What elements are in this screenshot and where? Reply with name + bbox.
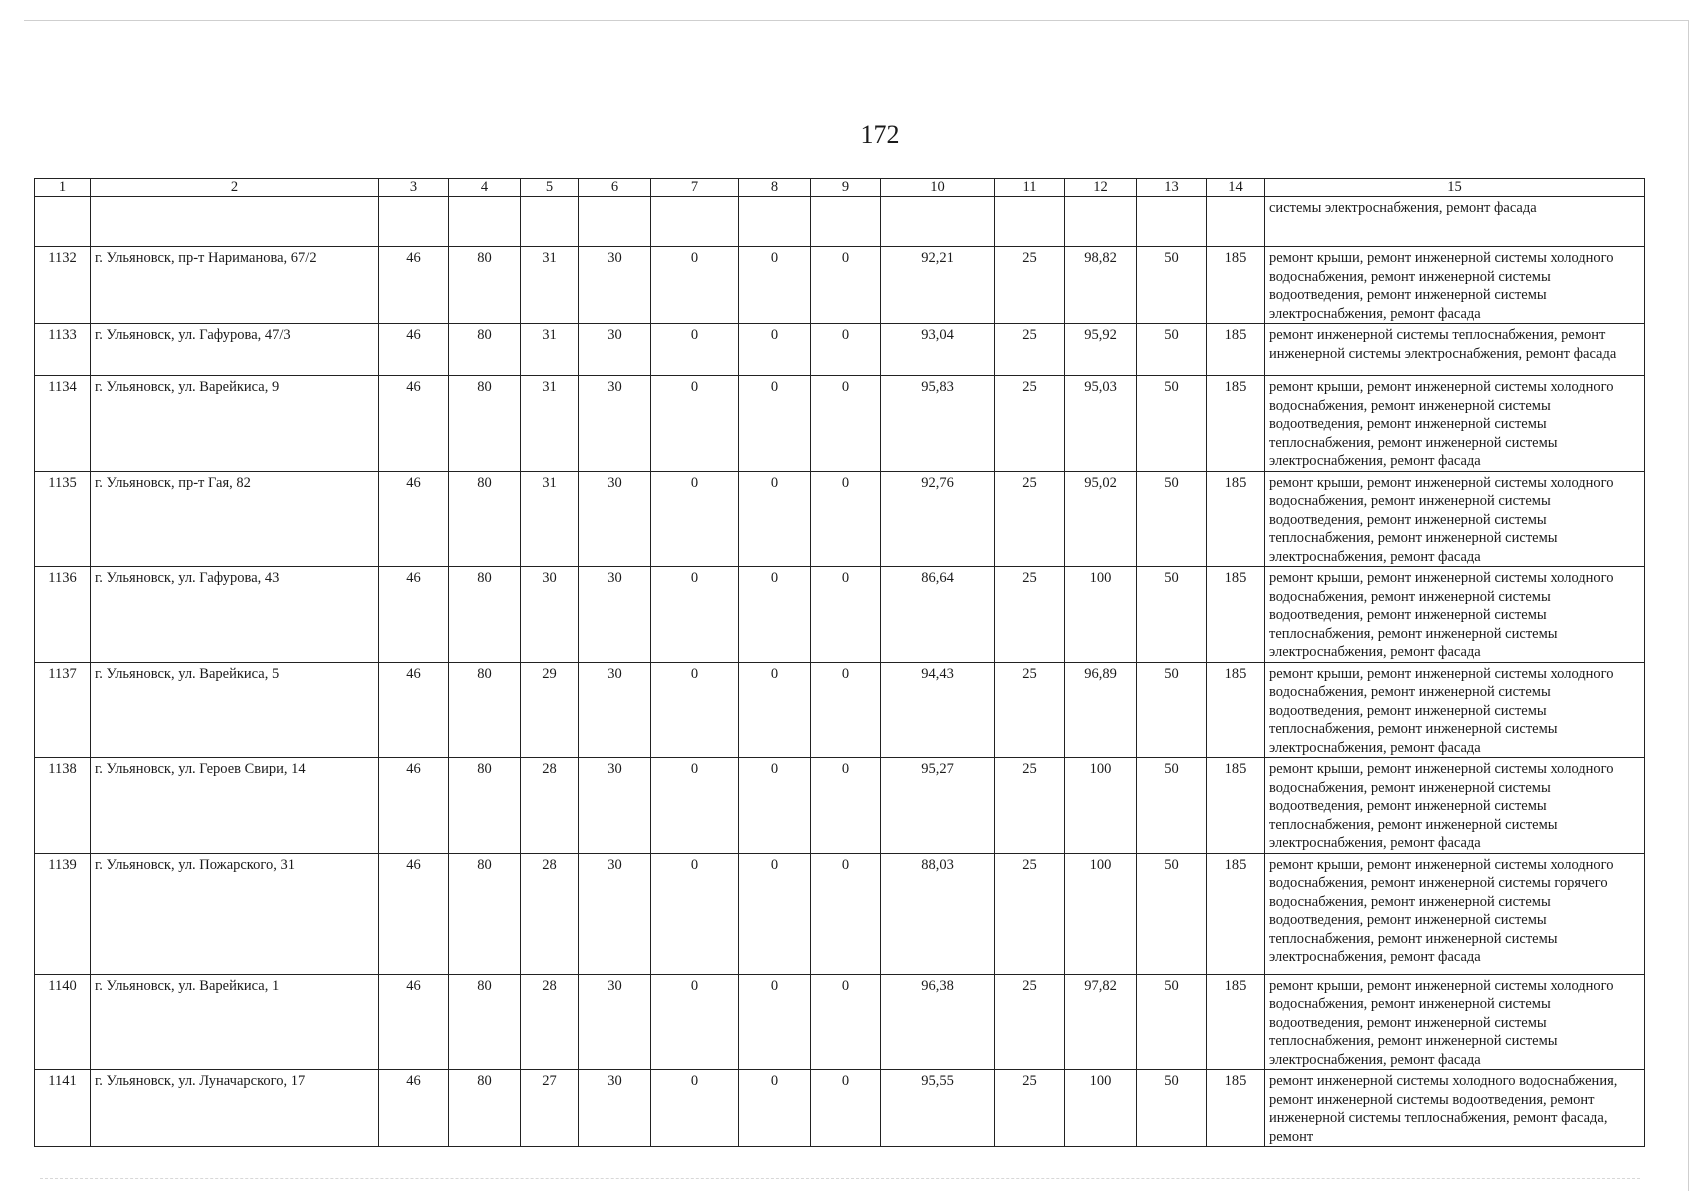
row-number-cell: 1133 <box>35 324 91 376</box>
works-cell: ремонт инженерной системы холодного водоснабжения, ремонт инженерной системы водоотведения, ремонт инженерной системы теплоснабжения, ремонт фасада, ремонт <box>1265 1070 1645 1147</box>
address-cell: г. Ульяновск, пр-т Гая, 82 <box>91 471 379 567</box>
value-cell-7: 0 <box>651 247 739 324</box>
value-cell-12: 98,82 <box>1065 247 1137 324</box>
column-header-14: 14 <box>1207 179 1265 197</box>
column-header-2: 2 <box>91 179 379 197</box>
value-cell-14: 185 <box>1207 471 1265 567</box>
value-cell-8: 0 <box>739 324 811 376</box>
value-cell-5: 29 <box>521 662 579 758</box>
table-row <box>35 758 1645 854</box>
value-cell-8: 0 <box>739 853 811 974</box>
row-number-cell: 1138 <box>35 758 91 854</box>
value-cell-13: 50 <box>1137 662 1207 758</box>
value-cell-12: 100 <box>1065 1070 1137 1147</box>
row-number-cell: 1139 <box>35 853 91 974</box>
value-cell-6: 30 <box>579 376 651 472</box>
value-cell-8: 0 <box>739 974 811 1070</box>
value-cell-9: 0 <box>811 758 881 854</box>
table-row <box>35 471 1645 567</box>
value-cell-4: 80 <box>449 758 521 854</box>
value-cell-8: 0 <box>739 758 811 854</box>
column-header-3: 3 <box>379 179 449 197</box>
value-cell-4: 80 <box>449 247 521 324</box>
value-cell-4: 80 <box>449 974 521 1070</box>
address-cell: г. Ульяновск, ул. Варейкиса, 5 <box>91 662 379 758</box>
row-number-cell: 1140 <box>35 974 91 1070</box>
value-cell-12: 95,02 <box>1065 471 1137 567</box>
row-number-cell: 1134 <box>35 376 91 472</box>
value-cell-10: 95,55 <box>881 1070 995 1147</box>
column-header-11: 11 <box>995 179 1065 197</box>
value-cell-13: 50 <box>1137 974 1207 1070</box>
works-cell: ремонт крыши, ремонт инженерной системы холодного водоснабжения, ремонт инженерной системы водоотведения, ремонт инженерной системы теплоснабжения, ремонт инженерной системы электроснабжения, ремонт фасада <box>1265 662 1645 758</box>
address-cell: г. Ульяновск, ул. Пожарского, 31 <box>91 853 379 974</box>
value-cell-9: 0 <box>811 567 881 663</box>
value-cell-6: 30 <box>579 471 651 567</box>
row-number-cell: 1135 <box>35 471 91 567</box>
value-cell-9: 0 <box>811 324 881 376</box>
value-cell-12: 96,89 <box>1065 662 1137 758</box>
value-cell-5: 31 <box>521 376 579 472</box>
value-cell-10: 92,76 <box>881 471 995 567</box>
value-cell-11: 25 <box>995 758 1065 854</box>
works-cell: ремонт крыши, ремонт инженерной системы холодного водоснабжения, ремонт инженерной системы водоотведения, ремонт инженерной системы электроснабжения, ремонт фасада <box>1265 247 1645 324</box>
value-cell-4: 80 <box>449 324 521 376</box>
column-header-1: 1 <box>35 179 91 197</box>
value-cell-11: 25 <box>995 324 1065 376</box>
value-cell-6: 30 <box>579 662 651 758</box>
value-cell-7: 0 <box>651 853 739 974</box>
value-cell-4: 80 <box>449 376 521 472</box>
column-header-4: 4 <box>449 179 521 197</box>
works-cell: ремонт крыши, ремонт инженерной системы холодного водоснабжения, ремонт инженерной системы водоотведения, ремонт инженерной системы теплоснабжения, ремонт инженерной системы электроснабжения, ремонт фасада <box>1265 376 1645 472</box>
row-number-cell: 1136 <box>35 567 91 663</box>
works-cell: ремонт крыши, ремонт инженерной системы холодного водоснабжения, ремонт инженерной системы водоотведения, ремонт инженерной системы теплоснабжения, ремонт инженерной системы электроснабжения, ремонт фасада <box>1265 567 1645 663</box>
table-row <box>35 324 1645 376</box>
row-number-cell: 1132 <box>35 247 91 324</box>
table-row <box>35 1070 1645 1147</box>
value-cell-10: 88,03 <box>881 853 995 974</box>
value-cell-12: 100 <box>1065 853 1137 974</box>
value-cell-9: 0 <box>811 376 881 472</box>
address-cell: г. Ульяновск, ул. Луначарского, 17 <box>91 1070 379 1147</box>
value-cell-14: 185 <box>1207 247 1265 324</box>
header-row <box>35 179 1645 197</box>
value-cell-14: 185 <box>1207 662 1265 758</box>
value-cell-3: 46 <box>379 1070 449 1147</box>
value-cell-5: 31 <box>521 471 579 567</box>
value-cell-11: 25 <box>995 376 1065 472</box>
value-cell-6: 30 <box>579 974 651 1070</box>
value-cell-9: 0 <box>811 471 881 567</box>
table-row <box>35 853 1645 974</box>
scan-edge-line <box>40 1178 1640 1179</box>
works-cell: ремонт инженерной системы теплоснабжения, ремонт инженерной системы электроснабжения, ремонт фасада <box>1265 324 1645 376</box>
value-cell-4: 80 <box>449 662 521 758</box>
value-cell-13: 50 <box>1137 324 1207 376</box>
value-cell-14: 185 <box>1207 853 1265 974</box>
value-cell-13: 50 <box>1137 376 1207 472</box>
value-cell-12: 100 <box>1065 567 1137 663</box>
table-row <box>35 567 1645 663</box>
value-cell-11: 25 <box>995 662 1065 758</box>
value-cell-8: 0 <box>739 471 811 567</box>
row-number-cell: 1141 <box>35 1070 91 1147</box>
value-cell-13: 50 <box>1137 853 1207 974</box>
value-cell-8: 0 <box>739 1070 811 1147</box>
value-cell-14: 185 <box>1207 758 1265 854</box>
value-cell-3: 46 <box>379 662 449 758</box>
value-cell-11: 25 <box>995 247 1065 324</box>
value-cell-5: 31 <box>521 324 579 376</box>
works-cell: ремонт крыши, ремонт инженерной системы холодного водоснабжения, ремонт инженерной системы водоотведения, ремонт инженерной системы теплоснабжения, ремонт инженерной системы электроснабжения, ремонт фасада <box>1265 758 1645 854</box>
value-cell-4: 80 <box>449 567 521 663</box>
value-cell-7: 0 <box>651 471 739 567</box>
value-cell-5: 28 <box>521 758 579 854</box>
value-cell-6: 30 <box>579 758 651 854</box>
value-cell-8: 0 <box>739 662 811 758</box>
value-cell-3: 46 <box>379 247 449 324</box>
value-cell-7: 0 <box>651 376 739 472</box>
column-header-10: 10 <box>881 179 995 197</box>
value-cell-9: 0 <box>811 974 881 1070</box>
value-cell-9: 0 <box>811 662 881 758</box>
table-row <box>35 376 1645 472</box>
value-cell-7: 0 <box>651 662 739 758</box>
value-cell-14: 185 <box>1207 1070 1265 1147</box>
address-cell: г. Ульяновск, ул. Гафурова, 43 <box>91 567 379 663</box>
value-cell-7: 0 <box>651 324 739 376</box>
value-cell-14: 185 <box>1207 974 1265 1070</box>
value-cell-12: 95,03 <box>1065 376 1137 472</box>
value-cell-14: 185 <box>1207 567 1265 663</box>
value-cell-14: 185 <box>1207 376 1265 472</box>
page-number: 172 <box>860 120 900 149</box>
address-cell: г. Ульяновск, пр-т Нариманова, 67/2 <box>91 247 379 324</box>
address-cell: г. Ульяновск, ул. Варейкиса, 1 <box>91 974 379 1070</box>
column-header-15: 15 <box>1265 179 1645 197</box>
value-cell-9: 0 <box>811 1070 881 1147</box>
row-number-cell: 1137 <box>35 662 91 758</box>
value-cell-4: 80 <box>449 471 521 567</box>
value-cell-6: 30 <box>579 567 651 663</box>
value-cell-9: 0 <box>811 247 881 324</box>
value-cell-8: 0 <box>739 567 811 663</box>
value-cell-10: 96,38 <box>881 974 995 1070</box>
value-cell-5: 28 <box>521 974 579 1070</box>
value-cell-11: 25 <box>995 567 1065 663</box>
value-cell-3: 46 <box>379 567 449 663</box>
value-cell-10: 95,27 <box>881 758 995 854</box>
value-cell-12: 95,92 <box>1065 324 1137 376</box>
value-cell-13: 50 <box>1137 567 1207 663</box>
value-cell-5: 31 <box>521 247 579 324</box>
table-row <box>35 662 1645 758</box>
value-cell-3: 46 <box>379 471 449 567</box>
value-cell-7: 0 <box>651 1070 739 1147</box>
value-cell-10: 92,21 <box>881 247 995 324</box>
value-cell-13: 50 <box>1137 471 1207 567</box>
value-cell-3: 46 <box>379 853 449 974</box>
table-row <box>35 974 1645 1070</box>
value-cell-3: 46 <box>379 376 449 472</box>
value-cell-11: 25 <box>995 471 1065 567</box>
value-cell-11: 25 <box>995 853 1065 974</box>
value-cell-3: 46 <box>379 758 449 854</box>
column-header-8: 8 <box>739 179 811 197</box>
value-cell-10: 94,43 <box>881 662 995 758</box>
value-cell-7: 0 <box>651 567 739 663</box>
works-cell: системы электроснабжения, ремонт фасада <box>1265 197 1645 247</box>
value-cell-3: 46 <box>379 324 449 376</box>
value-cell-6: 30 <box>579 247 651 324</box>
value-cell-10: 95,83 <box>881 376 995 472</box>
housing-registry-table <box>34 178 1645 1147</box>
value-cell-13: 50 <box>1137 1070 1207 1147</box>
continuation-row <box>35 197 1645 247</box>
value-cell-8: 0 <box>739 376 811 472</box>
value-cell-4: 80 <box>449 1070 521 1147</box>
value-cell-9: 0 <box>811 853 881 974</box>
column-header-9: 9 <box>811 179 881 197</box>
value-cell-11: 25 <box>995 974 1065 1070</box>
column-header-12: 12 <box>1065 179 1137 197</box>
address-cell: г. Ульяновск, ул. Героев Свири, 14 <box>91 758 379 854</box>
column-header-5: 5 <box>521 179 579 197</box>
value-cell-12: 100 <box>1065 758 1137 854</box>
value-cell-11: 25 <box>995 1070 1065 1147</box>
works-cell: ремонт крыши, ремонт инженерной системы холодного водоснабжения, ремонт инженерной системы горячего водоснабжения, ремонт инженерной системы водоотведения, ремонт инженерной системы теплоснабжения, ремонт инженерной системы электроснабжения, ремонт фасада <box>1265 853 1645 974</box>
value-cell-13: 50 <box>1137 758 1207 854</box>
value-cell-6: 30 <box>579 853 651 974</box>
table-body <box>35 197 1645 1147</box>
column-header-13: 13 <box>1137 179 1207 197</box>
value-cell-10: 93,04 <box>881 324 995 376</box>
works-cell: ремонт крыши, ремонт инженерной системы холодного водоснабжения, ремонт инженерной системы водоотведения, ремонт инженерной системы теплоснабжения, ремонт инженерной системы электроснабжения, ремонт фасада <box>1265 471 1645 567</box>
value-cell-7: 0 <box>651 974 739 1070</box>
value-cell-3: 46 <box>379 974 449 1070</box>
value-cell-12: 97,82 <box>1065 974 1137 1070</box>
value-cell-13: 50 <box>1137 247 1207 324</box>
value-cell-5: 28 <box>521 853 579 974</box>
value-cell-8: 0 <box>739 247 811 324</box>
column-header-6: 6 <box>579 179 651 197</box>
value-cell-6: 30 <box>579 1070 651 1147</box>
value-cell-5: 27 <box>521 1070 579 1147</box>
value-cell-4: 80 <box>449 853 521 974</box>
address-cell: г. Ульяновск, ул. Варейкиса, 9 <box>91 376 379 472</box>
table-row <box>35 247 1645 324</box>
value-cell-7: 0 <box>651 758 739 854</box>
value-cell-6: 30 <box>579 324 651 376</box>
address-cell: г. Ульяновск, ул. Гафурова, 47/3 <box>91 324 379 376</box>
column-header-7: 7 <box>651 179 739 197</box>
value-cell-14: 185 <box>1207 324 1265 376</box>
works-cell: ремонт крыши, ремонт инженерной системы холодного водоснабжения, ремонт инженерной системы водоотведения, ремонт инженерной системы теплоснабжения, ремонт инженерной системы электроснабжения, ремонт фасада <box>1265 974 1645 1070</box>
value-cell-5: 30 <box>521 567 579 663</box>
value-cell-10: 86,64 <box>881 567 995 663</box>
